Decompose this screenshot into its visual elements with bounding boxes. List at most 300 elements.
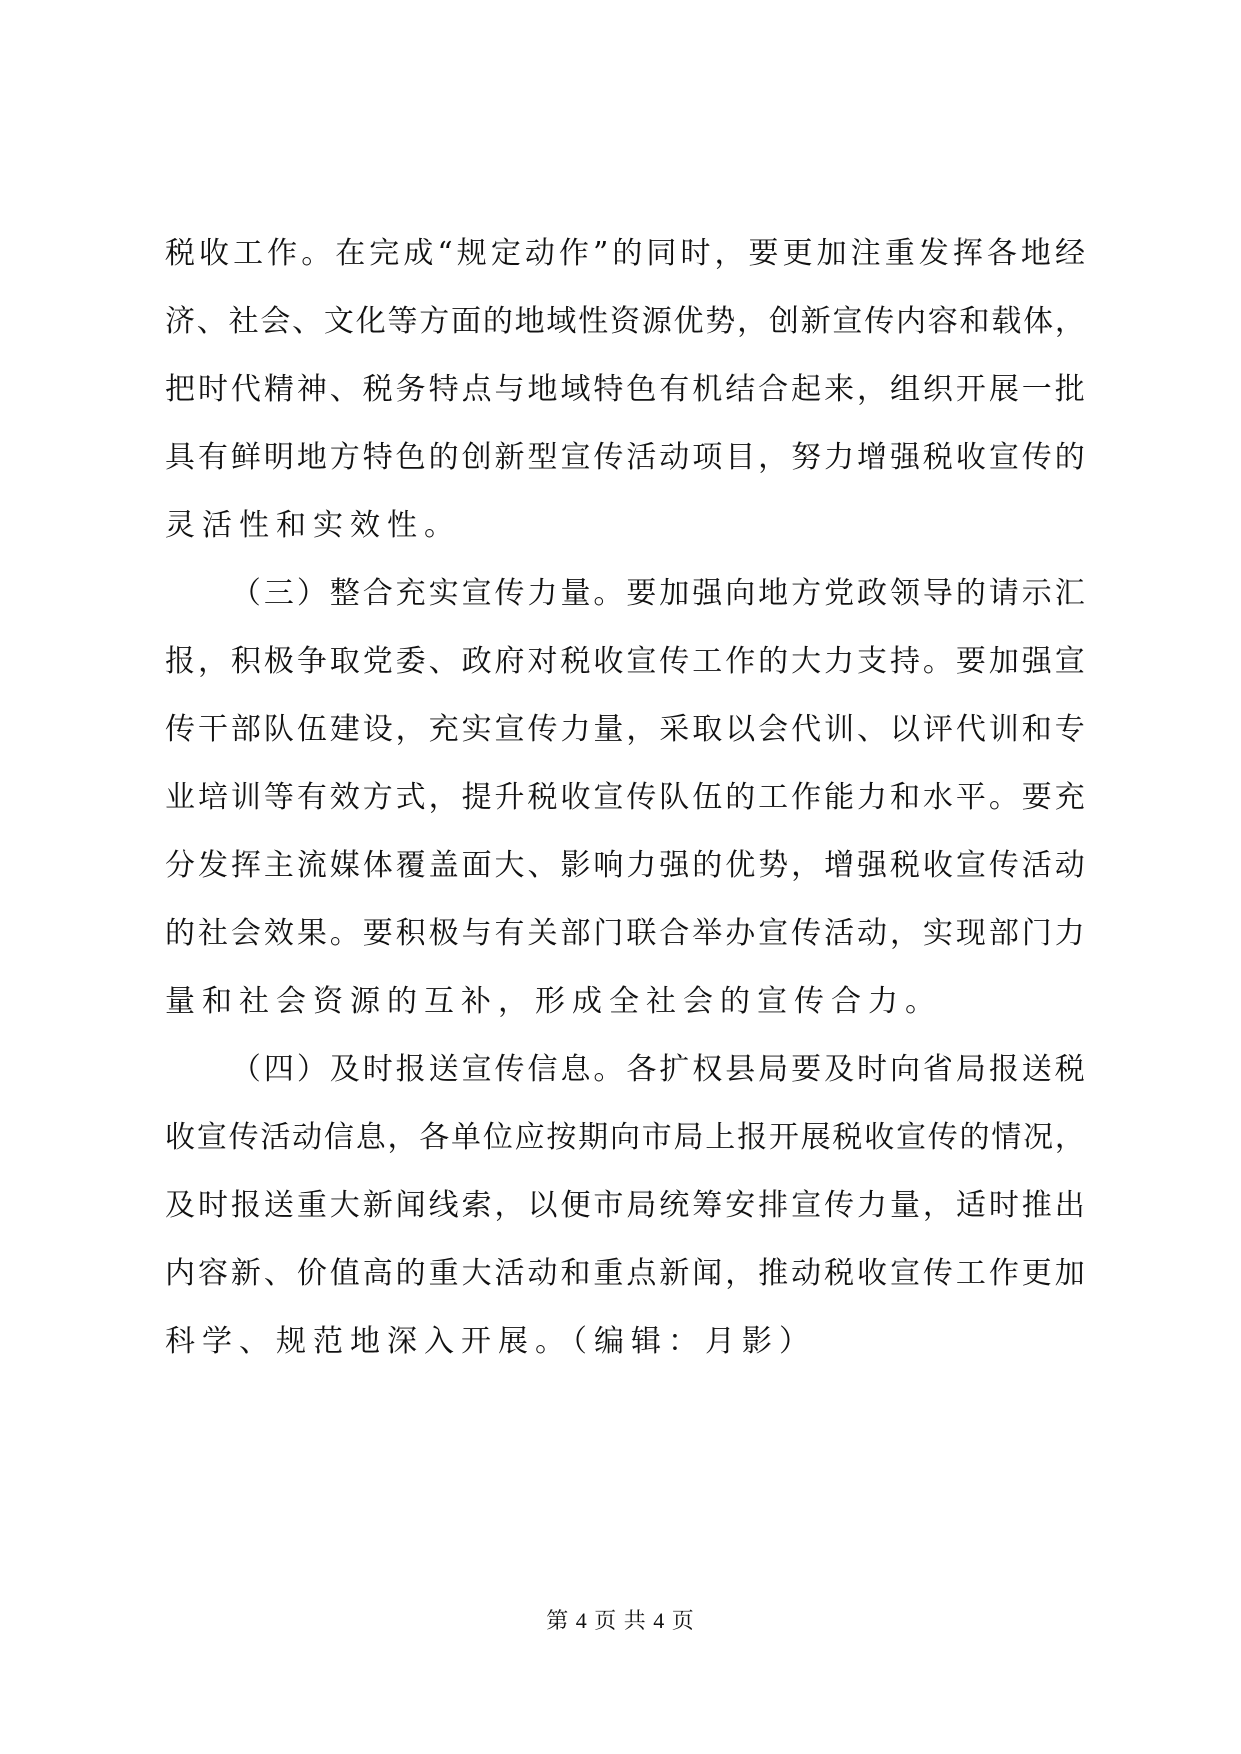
glyph: 时 — [988, 1188, 1019, 1223]
glyph: 有 — [659, 372, 690, 407]
glyph: 宣 — [889, 1256, 920, 1291]
glyph: 局 — [673, 1120, 704, 1155]
glyph: 。 — [593, 576, 624, 611]
glyph: 的 — [612, 236, 643, 271]
glyph: 展 — [988, 372, 1019, 407]
glyph: 特 — [593, 372, 624, 407]
glyph: 。 — [593, 1052, 624, 1087]
glyph: 会 — [260, 304, 291, 339]
glyph: 济 — [165, 304, 195, 339]
glyph: 争 — [296, 644, 327, 679]
glyph: 业 — [165, 780, 195, 815]
glyph: 力 — [857, 780, 888, 815]
glyph: 宣 — [1054, 644, 1085, 679]
glyph: 传 — [659, 644, 690, 679]
glyph: 。 — [329, 916, 360, 951]
glyph: 与 — [494, 372, 525, 407]
glyph: 各 — [986, 236, 1017, 271]
glyph: 和 — [889, 780, 920, 815]
glyph: 整 — [329, 576, 360, 611]
text-line — [165, 288, 1085, 356]
glyph: 宣 — [758, 916, 789, 951]
glyph: 宣 — [461, 1052, 492, 1087]
glyph: 社 — [228, 304, 259, 339]
glyph: 各 — [626, 1052, 657, 1087]
text-line — [165, 628, 1085, 696]
glyph: 局 — [626, 1188, 657, 1223]
glyph: 市 — [593, 1188, 624, 1223]
glyph: 增 — [857, 440, 888, 475]
glyph: 新 — [659, 1256, 690, 1291]
glyph: 收 — [560, 780, 591, 815]
glyph: 扩 — [659, 1052, 690, 1087]
glyph: 传 — [922, 1256, 953, 1291]
glyph: 实 — [428, 576, 459, 611]
glyph: ） — [296, 1052, 327, 1087]
text-line — [165, 560, 1085, 628]
glyph: 部 — [230, 712, 261, 747]
glyph: （ — [230, 1052, 261, 1087]
glyph: 值 — [329, 1256, 360, 1291]
glyph: 省 — [922, 1052, 953, 1087]
page-number-footer: 第 4 页 共 4 页 — [546, 1608, 695, 1633]
glyph: 传 — [1021, 440, 1052, 475]
glyph: 的 — [428, 440, 459, 475]
glyph: 创 — [461, 440, 492, 475]
glyph: 容 — [197, 1256, 228, 1291]
glyph: 息 — [560, 1052, 591, 1087]
glyph: 、 — [527, 848, 558, 883]
glyph: 提 — [461, 780, 492, 815]
glyph: 传 — [527, 712, 558, 747]
glyph: 时 — [857, 1052, 888, 1087]
glyph: 鲜 — [230, 440, 261, 475]
glyph: 目 — [725, 440, 756, 475]
glyph: 量 — [560, 576, 591, 611]
glyph: 、 — [196, 304, 227, 339]
glyph: 合 — [758, 372, 789, 407]
glyph: 评 — [922, 712, 953, 747]
glyph: 宣 — [593, 780, 624, 815]
glyph: 源 — [641, 304, 672, 339]
glyph: 位 — [482, 1120, 513, 1155]
glyph: 宣 — [461, 576, 492, 611]
glyph: 来 — [824, 372, 855, 407]
glyph: 排 — [758, 1188, 789, 1223]
glyph: 等 — [263, 780, 294, 815]
glyph: 特 — [362, 440, 393, 475]
glyph: 推 — [1021, 1188, 1052, 1223]
glyph: 应 — [514, 1120, 545, 1155]
glyph: ， — [791, 848, 822, 883]
glyph: 媒 — [329, 848, 360, 883]
glyph: 的 — [725, 780, 756, 815]
glyph: 收 — [593, 644, 624, 679]
glyph: 队 — [659, 780, 690, 815]
glyph: 的 — [395, 1256, 426, 1291]
glyph: 体 — [1023, 304, 1054, 339]
glyph: 线 — [428, 1188, 459, 1223]
glyph: 积 — [395, 916, 426, 951]
text-line — [165, 424, 1085, 492]
glyph: 宣 — [494, 712, 525, 747]
glyph: 会 — [758, 712, 789, 747]
glyph: 动 — [527, 1256, 558, 1291]
glyph: 闻 — [692, 1256, 723, 1291]
glyph: 与 — [461, 916, 492, 951]
glyph: 对 — [527, 644, 558, 679]
glyph: 税 — [889, 848, 920, 883]
glyph: 送 — [263, 1188, 294, 1223]
glyph: 动 — [1054, 848, 1085, 883]
glyph: 宣 — [895, 1120, 926, 1155]
glyph: 动 — [791, 1256, 822, 1291]
glyph: 设 — [362, 712, 393, 747]
glyph: 域 — [546, 304, 577, 339]
glyph: ， — [1054, 304, 1085, 339]
document-body — [165, 220, 1085, 1376]
glyph: 高 — [362, 1256, 393, 1291]
glyph: 面 — [461, 848, 492, 883]
glyph: 政 — [857, 576, 888, 611]
glyph: 化 — [355, 304, 386, 339]
glyph: 同 — [646, 236, 677, 271]
glyph: 优 — [673, 304, 704, 339]
text-line — [165, 356, 1085, 424]
glyph: 有 — [197, 440, 228, 475]
glyph: 税 — [1054, 1052, 1085, 1087]
glyph: 织 — [922, 372, 953, 407]
glyph: 务 — [395, 372, 426, 407]
glyph: 大 — [461, 1256, 492, 1291]
glyph: 时 — [680, 236, 711, 271]
glyph: 明 — [263, 440, 294, 475]
glyph: 性 — [578, 304, 609, 339]
glyph: 税 — [922, 440, 953, 475]
text-line: 量和社会资源的互补，形成全社会的宣传合力。 — [165, 984, 942, 1019]
glyph: 点 — [626, 1256, 657, 1291]
glyph: 经 — [1054, 236, 1085, 271]
glyph: 收 — [955, 440, 986, 475]
glyph: 代 — [955, 712, 986, 747]
glyph: 传 — [165, 712, 195, 747]
glyph: 方 — [329, 440, 360, 475]
glyph: 举 — [692, 916, 723, 951]
text-line — [165, 900, 1085, 968]
glyph: 取 — [692, 712, 723, 747]
glyph: 有 — [296, 780, 327, 815]
glyph: 上 — [705, 1120, 736, 1155]
glyph: 传 — [988, 848, 1019, 883]
glyph: 宣 — [560, 440, 591, 475]
glyph: 向 — [889, 1052, 920, 1087]
glyph: 开 — [768, 1120, 799, 1155]
glyph: 升 — [494, 780, 525, 815]
glyph: ， — [626, 712, 657, 747]
glyph: 收 — [864, 1120, 895, 1155]
glyph: 结 — [725, 372, 756, 407]
glyph: 方 — [362, 780, 393, 815]
text-line — [165, 696, 1085, 764]
glyph: 动 — [524, 236, 555, 271]
glyph: 伍 — [296, 712, 327, 747]
glyph: 一 — [1021, 372, 1052, 407]
glyph: 力 — [560, 712, 591, 747]
glyph: 能 — [824, 780, 855, 815]
glyph: 实 — [922, 916, 953, 951]
glyph: 收 — [857, 1256, 888, 1291]
glyph: （ — [230, 576, 261, 611]
glyph: 送 — [1021, 1052, 1052, 1087]
glyph: “ — [437, 236, 453, 271]
glyph: 量 — [593, 712, 624, 747]
glyph: 及 — [329, 1052, 360, 1087]
glyph: 资 — [609, 304, 640, 339]
glyph: ， — [387, 1120, 418, 1155]
glyph: 代 — [791, 712, 822, 747]
glyph: 响 — [593, 848, 624, 883]
glyph: 等 — [387, 304, 418, 339]
glyph: 工 — [233, 236, 264, 271]
glyph: 汇 — [1054, 576, 1085, 611]
text-line: 科学、规范地深入开展。（编辑：月影） — [165, 1324, 816, 1359]
glyph: 、 — [329, 372, 360, 407]
glyph: 工 — [692, 644, 723, 679]
glyph: 容 — [927, 304, 958, 339]
glyph: 以 — [725, 712, 756, 747]
glyph: 水 — [922, 780, 953, 815]
glyph: 合 — [659, 916, 690, 951]
glyph: 要 — [791, 1052, 822, 1087]
glyph: 精 — [263, 372, 294, 407]
glyph: 训 — [230, 780, 261, 815]
glyph: 大 — [791, 644, 822, 679]
glyph: 按 — [546, 1120, 577, 1155]
glyph: 加 — [816, 236, 847, 271]
glyph: 采 — [659, 712, 690, 747]
glyph: 影 — [560, 848, 591, 883]
glyph: 、 — [292, 304, 323, 339]
glyph: 向 — [609, 1120, 640, 1155]
glyph: 创 — [768, 304, 799, 339]
glyph: 加 — [1054, 1256, 1085, 1291]
glyph: 充 — [1054, 780, 1085, 815]
glyph: ， — [714, 236, 745, 271]
glyph: 点 — [461, 372, 492, 407]
glyph: 宣 — [196, 1120, 227, 1155]
glyph: 强 — [692, 576, 723, 611]
glyph: 地 — [1020, 236, 1051, 271]
glyph: 活 — [494, 1256, 525, 1291]
glyph: 时 — [197, 1188, 228, 1223]
glyph: 报 — [165, 644, 195, 679]
glyph: 门 — [593, 916, 624, 951]
glyph: 推 — [758, 1256, 789, 1291]
glyph: 活 — [1021, 848, 1052, 883]
glyph: 传 — [228, 1120, 259, 1155]
glyph: 税 — [527, 780, 558, 815]
glyph: ， — [889, 916, 920, 951]
glyph — [165, 560, 195, 628]
glyph: 专 — [1054, 712, 1085, 747]
glyph: 效 — [329, 780, 360, 815]
glyph: 新 — [362, 1188, 393, 1223]
glyph: 培 — [197, 780, 228, 815]
glyph: 税 — [165, 236, 195, 271]
glyph: 、 — [857, 712, 888, 747]
glyph: 局 — [758, 1052, 789, 1087]
glyph: 县 — [725, 1052, 756, 1087]
glyph: 持 — [889, 644, 920, 679]
glyph: 力 — [626, 848, 657, 883]
glyph: 重 — [296, 1188, 327, 1223]
text-line — [165, 1036, 1085, 1104]
text-line — [165, 1172, 1085, 1240]
glyph: 活 — [260, 1120, 291, 1155]
glyph: 主 — [263, 848, 294, 883]
glyph: 方 — [791, 576, 822, 611]
glyph: 新 — [494, 440, 525, 475]
glyph: 的 — [165, 916, 195, 951]
glyph: 活 — [824, 916, 855, 951]
glyph: 报 — [230, 1188, 261, 1223]
glyph: 办 — [725, 916, 756, 951]
text-line — [165, 1240, 1085, 1308]
glyph: 情 — [991, 1120, 1022, 1155]
glyph: 作 — [558, 236, 589, 271]
glyph: 信 — [527, 1052, 558, 1087]
glyph: 的 — [959, 1120, 990, 1155]
glyph: 和 — [1021, 712, 1052, 747]
glyph: 时 — [362, 1052, 393, 1087]
glyph: 以 — [889, 712, 920, 747]
glyph: 以 — [527, 1188, 558, 1223]
text-line — [165, 220, 1085, 288]
glyph: 强 — [857, 848, 888, 883]
glyph: 便 — [560, 1188, 591, 1223]
glyph: ， — [197, 644, 228, 679]
glyph: 作 — [267, 236, 298, 271]
text-line: 灵活性和实效性。 — [165, 508, 461, 543]
glyph: 传 — [593, 440, 624, 475]
glyph: 色 — [626, 372, 657, 407]
glyph: 项 — [692, 440, 723, 475]
glyph: 安 — [725, 1188, 756, 1223]
glyph: 具 — [165, 440, 195, 475]
glyph: 筹 — [692, 1188, 723, 1223]
glyph: 、 — [263, 1256, 294, 1291]
glyph — [198, 1036, 228, 1104]
glyph: 建 — [329, 712, 360, 747]
glyph: 地 — [527, 372, 558, 407]
glyph: 挥 — [230, 848, 261, 883]
glyph: 社 — [197, 916, 228, 951]
glyph: 支 — [857, 644, 888, 679]
glyph: 量 — [889, 1188, 920, 1223]
glyph: 及 — [824, 1052, 855, 1087]
glyph: 面 — [451, 304, 482, 339]
glyph: 况 — [1023, 1120, 1054, 1155]
glyph: ） — [296, 576, 327, 611]
glyph: 和 — [560, 1256, 591, 1291]
glyph: 组 — [889, 372, 920, 407]
glyph: 导 — [922, 576, 953, 611]
glyph: 合 — [362, 576, 393, 611]
glyph: 税 — [560, 644, 591, 679]
glyph: 更 — [1021, 1256, 1052, 1291]
glyph: 部 — [560, 916, 591, 951]
glyph: 极 — [428, 916, 459, 951]
glyph: 活 — [626, 440, 657, 475]
glyph: 充 — [395, 576, 426, 611]
glyph: 批 — [1054, 372, 1085, 407]
glyph: 市 — [641, 1120, 672, 1155]
glyph: 传 — [927, 1120, 958, 1155]
glyph: 传 — [494, 1052, 525, 1087]
glyph: 向 — [725, 576, 756, 611]
glyph: 税 — [824, 1256, 855, 1291]
glyph: 代 — [230, 372, 261, 407]
glyph: 作 — [791, 780, 822, 815]
glyph: 作 — [988, 1256, 1019, 1291]
glyph: 要 — [955, 644, 986, 679]
glyph: 优 — [725, 848, 756, 883]
glyph: ， — [725, 1256, 756, 1291]
glyph: 四 — [263, 1052, 294, 1087]
glyph: 定 — [490, 236, 521, 271]
glyph: 分 — [165, 848, 195, 883]
glyph: 工 — [758, 780, 789, 815]
glyph: 宣 — [988, 440, 1019, 475]
glyph: 现 — [955, 916, 986, 951]
glyph: 部 — [988, 916, 1019, 951]
glyph — [198, 560, 228, 628]
glyph: 完 — [369, 236, 400, 271]
glyph: 。 — [988, 780, 1019, 815]
glyph: 价 — [296, 1256, 327, 1291]
glyph: 积 — [230, 644, 261, 679]
glyph — [165, 1036, 195, 1104]
glyph: 大 — [494, 848, 525, 883]
glyph: 动 — [292, 1120, 323, 1155]
glyph: 报 — [737, 1120, 768, 1155]
glyph: 索 — [461, 1188, 492, 1223]
glyph: 收 — [165, 1120, 195, 1155]
glyph: 和 — [959, 304, 990, 339]
glyph: 局 — [955, 1052, 986, 1087]
glyph: 党 — [362, 644, 393, 679]
glyph: 开 — [955, 372, 986, 407]
glyph: 单 — [451, 1120, 482, 1155]
glyph: 势 — [758, 848, 789, 883]
glyph: 宣 — [791, 1188, 822, 1223]
glyph: 委 — [395, 644, 426, 679]
text-line — [165, 1104, 1085, 1172]
glyph: 覆 — [395, 848, 426, 883]
glyph: 及 — [165, 1188, 195, 1223]
glyph: 要 — [626, 576, 657, 611]
glyph: 力 — [824, 440, 855, 475]
glyph: 传 — [864, 304, 895, 339]
glyph: 训 — [824, 712, 855, 747]
glyph: ” — [592, 236, 609, 271]
glyph: ， — [395, 712, 426, 747]
glyph: 队 — [263, 712, 294, 747]
glyph: ， — [494, 1188, 525, 1223]
glyph: ， — [857, 372, 888, 407]
glyph: 力 — [1054, 916, 1085, 951]
glyph: 三 — [263, 576, 294, 611]
